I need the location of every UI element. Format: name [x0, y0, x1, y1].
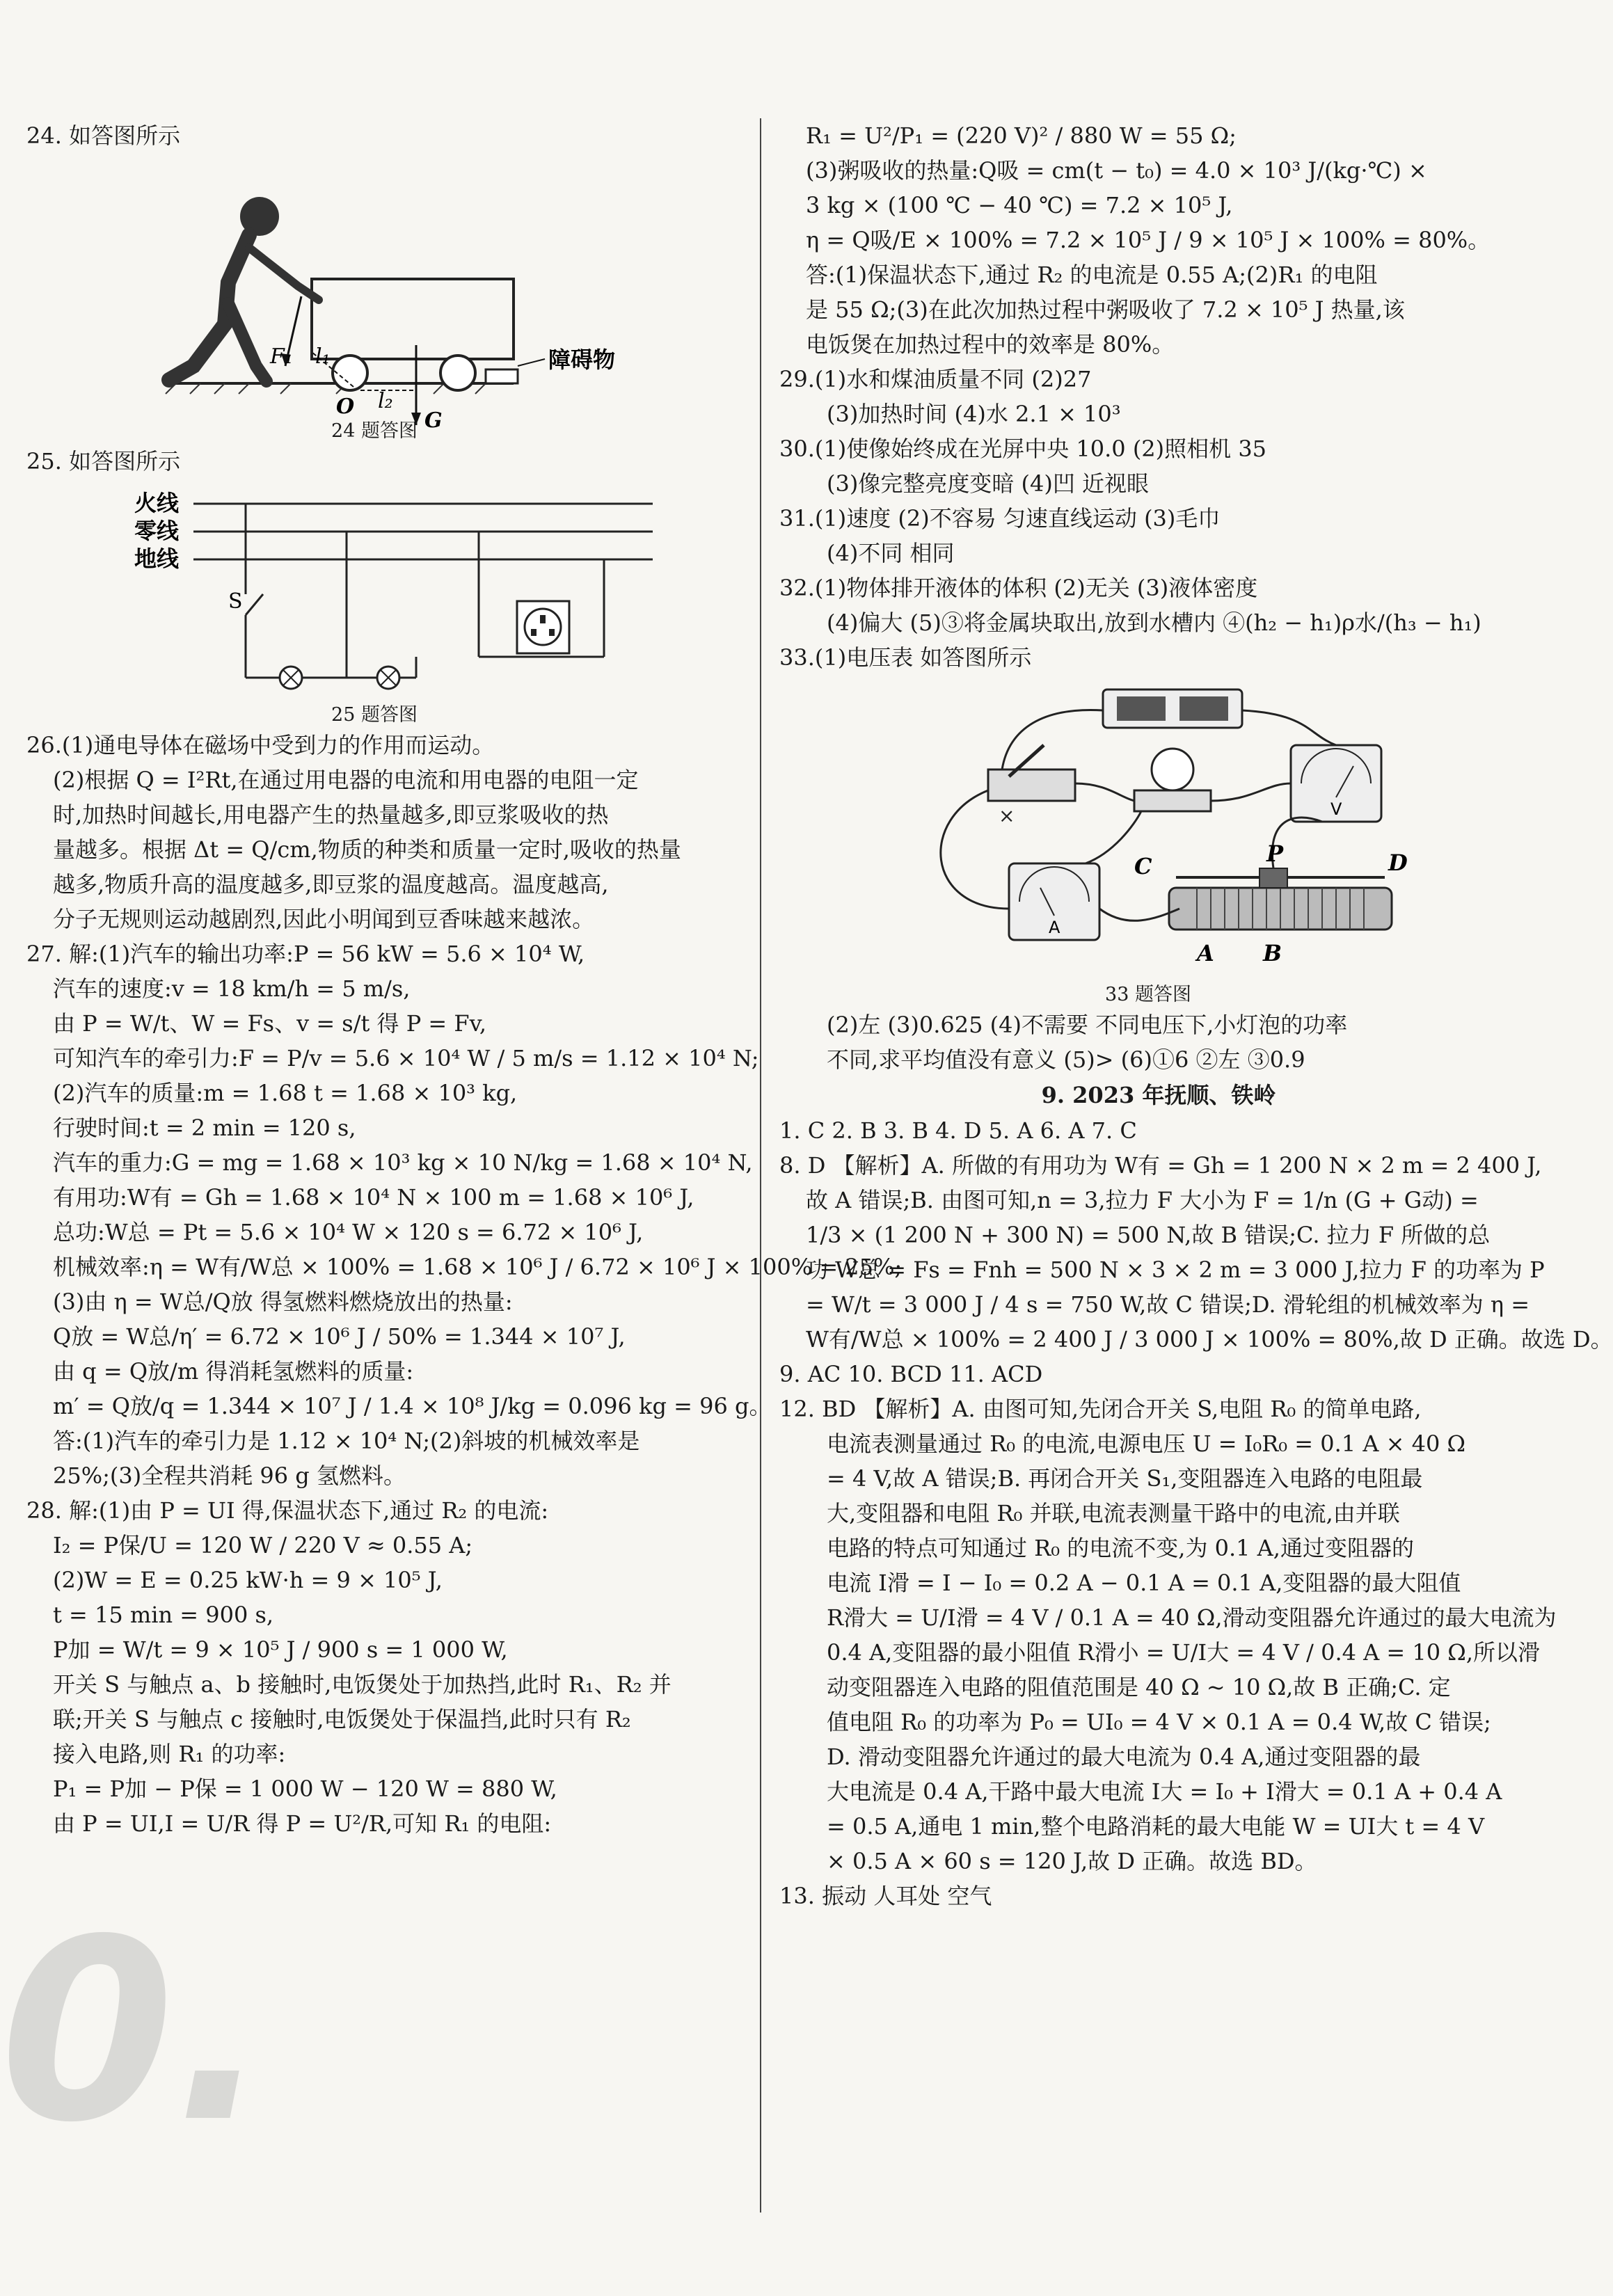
answer-12-l4: 大,变阻器和电阻 R₀ 并联,电流表测量干路中的电流,由并联	[827, 1500, 1400, 1526]
label-p: P	[1266, 840, 1284, 867]
answer-12-l6: 电流 I滑 = I − I₀ = 0.2 A − 0.1 A = 0.1 A,变阻器的最大阻值	[827, 1570, 1461, 1596]
answer-26-l2: (2)根据 Q = I²Rt,在通过用电器的电流和用电器的电阻一定	[53, 767, 639, 793]
answer-28-l7: 联;开关 S 与触点 c 接触时,电饭煲处于保温挡,此时只有 R₂	[53, 1706, 631, 1732]
answer-12-l3: = 4 V,故 A 错误;B. 再闭合开关 S₁,变阻器连入电路的电阻最	[827, 1465, 1423, 1492]
figure-25-caption: 25 题答图	[331, 704, 418, 726]
answer-27-l1: 27. 解:(1)汽车的输出功率:P = 56 kW = 5.6 × 10⁴ W,	[26, 941, 585, 967]
answer-12-l2: 电流表测量通过 R₀ 的电流,电源电压 U = I₀R₀ = 0.1 A × 40 Ω	[827, 1430, 1466, 1457]
answer-27-l10: 机械效率:η = W有/W总 × 100% = 1.68 × 10⁶ J / 6.72 × 10⁶ J × 100% = 25%;	[53, 1254, 903, 1280]
label-l2: l₂	[378, 389, 393, 413]
label-o: O	[336, 394, 355, 419]
answers-1-7: 1. C 2. B 3. B 4. D 5. A 6. A 7. C	[779, 1117, 1137, 1144]
answer-28-r5: 答:(1)保温状态下,通过 R₂ 的电流是 0.55 A;(2)R₁ 的电阻	[806, 262, 1378, 288]
figure-25-drawing	[26, 483, 722, 699]
answer-26-l5: 越多,物质升高的温度越多,即豆浆的温度越高。温度越高,	[53, 871, 609, 898]
answer-27-l8: 有用功:W有 = Gh = 1.68 × 10⁴ N × 100 m = 1.68 × 10⁶ J,	[53, 1184, 694, 1211]
label-l1: l₁	[315, 344, 331, 369]
answer-28-l10: 由 P = UI,I = U/R 得 P = U²/R,可知 R₁ 的电阻:	[53, 1810, 552, 1837]
answer-27-l11: (3)由 η = W总/Q放 得氢燃料燃烧放出的热量:	[53, 1289, 513, 1315]
answer-28-l9: P₁ = P加 − P保 = 1 000 W − 120 W = 880 W,	[53, 1776, 557, 1802]
answer-27-l16: 25%;(3)全程共消耗 96 g 氢燃料。	[53, 1462, 406, 1489]
answer-26-l1: 26.(1)通电导体在磁场中受到力的作用而运动。	[26, 732, 495, 758]
answer-28-l5: P加 = W/t = 9 × 10⁵ J / 900 s = 1 000 W,	[53, 1636, 508, 1663]
answer-8-l4: 功 W总 = Fs = Fnh = 500 N × 3 × 2 m = 3 000 J,拉力 F 的功率为 P	[806, 1257, 1545, 1283]
figure-24-caption: 24 题答图	[331, 420, 418, 442]
answer-30-l1: 30.(1)使像始终成在光屏中央 10.0 (2)照相机 35	[779, 436, 1267, 462]
answer-12-l5: 电路的特点可知通过 R₀ 的电流不变,为 0.1 A,通过变阻器的	[827, 1535, 1414, 1561]
answer-27-l2: 汽车的速度:v = 18 km/h = 5 m/s,	[53, 975, 411, 1002]
label-a: A	[1197, 940, 1214, 966]
answer-12-l14: × 0.5 A × 60 s = 120 J,故 D 正确。故选 BD。	[827, 1848, 1317, 1874]
answer-12-l9: 动变阻器连入电路的阻值范围是 40 Ω ~ 10 Ω,故 B 正确;C. 定	[827, 1674, 1451, 1700]
figure-33-drawing	[779, 679, 1517, 978]
answer-12-l12: 大电流是 0.4 A,干路中最大电流 I大 = I₀ + I滑大 = 0.1 A + 0.4 A	[827, 1778, 1502, 1805]
figure-25	[26, 483, 722, 699]
answer-28-l1: 28. 解:(1)由 P = UI 得,保温状态下,通过 R₂ 的电流:	[26, 1497, 549, 1524]
answer-32-l1: 32.(1)物体排开液体的体积 (2)无关 (3)液体密度	[779, 575, 1258, 601]
label-switch: S	[228, 589, 243, 614]
answer-29-l1: 29.(1)水和煤油质量不同 (2)27	[779, 366, 1092, 392]
answer-29-l2: (3)加热时间 (4)水 2.1 × 10³	[827, 401, 1121, 427]
label-ammeter: A	[1049, 918, 1060, 937]
answer-28-l4: t = 15 min = 900 s,	[53, 1602, 274, 1628]
right-column	[779, 118, 1613, 1913]
section-title: 9. 2023 年抚顺、铁岭	[1041, 1082, 1276, 1108]
answer-28-r4: η = Q吸/E × 100% = 7.2 × 10⁵ J / 9 × 10⁵ J × 100% = 80%。	[806, 227, 1491, 253]
answer-12-l10: 值电阻 R₀ 的功率为 P₀ = UI₀ = 4 V × 0.1 A = 0.4 W,故 C 错误;	[827, 1709, 1491, 1735]
label-live-wire: 火线	[134, 490, 180, 516]
label-b: B	[1263, 940, 1282, 966]
answer-33-l2: (2)左 (3)0.625 (4)不需要 不同电压下,小灯泡的功率	[827, 1012, 1348, 1038]
answer-28-r1: R₁ = U²/P₁ = (220 V)² / 880 W = 55 Ω;	[806, 122, 1237, 149]
label-g: G	[424, 408, 443, 433]
answer-26-l6: 分子无规则运动越剧烈,因此小明闻到豆香味越来越浓。	[53, 906, 595, 932]
figure-33-caption: 33 题答图	[1105, 984, 1191, 1005]
answer-28-l6: 开关 S 与触点 a、b 接触时,电饭煲处于加热挡,此时 R₁、R₂ 并	[53, 1671, 672, 1698]
watermark: 0.	[0, 1886, 270, 2177]
answer-27-l4: 可知汽车的牵引力:F = P/v = 5.6 × 10⁴ W / 5 m/s = 1.12 × 10⁴ N;	[53, 1045, 759, 1071]
label-c: C	[1134, 853, 1152, 879]
answer-12-l1: 12. BD 【解析】A. 由图可知,先闭合开关 S,电阻 R₀ 的简单电路,	[779, 1396, 1422, 1422]
answer-31-l1: 31.(1)速度 (2)不容易 匀速直线运动 (3)毛巾	[779, 505, 1221, 532]
answer-28-l2: I₂ = P保/U = 120 W / 220 V ≈ 0.55 A;	[53, 1532, 473, 1558]
answer-27-l13: 由 q = Q放/m 得消耗氢燃料的质量:	[53, 1358, 414, 1385]
answer-12-l13: = 0.5 A,通电 1 min,整个电路消耗的最大电能 W = UI大 t = 4 V	[827, 1813, 1485, 1840]
label-f1: F₁	[270, 344, 293, 369]
answer-31-l2: (4)不同 相同	[827, 540, 955, 566]
answer-30-l2: (3)像完整亮度变暗 (4)凹 近视眼	[827, 470, 1150, 497]
answer-32-l2: (4)偏大 (5)③将金属块取出,放到水槽内 ④(h₂ − h₁)ρ水/(h₃ − h₁)	[827, 609, 1481, 636]
answer-27-l3: 由 P = W/t、W = Fs、v = s/t 得 P = Fv,	[53, 1010, 487, 1037]
answer-27-l7: 汽车的重力:G = mg = 1.68 × 10³ kg × 10 N/kg = 1.68 × 10⁴ N,	[53, 1149, 753, 1176]
answer-27-l15: 答:(1)汽车的牵引力是 1.12 × 10⁴ N;(2)斜坡的机械效率是	[53, 1428, 640, 1454]
answer-27-l6: 行驶时间:t = 2 min = 120 s,	[53, 1115, 356, 1141]
answer-8-l6: W有/W总 × 100% = 2 400 J / 3 000 J × 100% = 80%,故 D 正确。故选 D。	[806, 1326, 1613, 1353]
answer-28-r6: 是 55 Ω;(3)在此次加热过程中粥吸收了 7.2 × 10⁵ J 热量,该	[806, 296, 1405, 323]
q24-heading: 24. 如答图所示	[26, 122, 181, 149]
answer-27-l12: Q放 = W总/η′ = 6.72 × 10⁶ J / 50% = 1.344 × 10⁷ J,	[53, 1323, 626, 1350]
figure-33	[779, 679, 1517, 978]
answer-12-l11: D. 滑动变阻器允许通过的最大电流为 0.4 A,通过变阻器的最	[827, 1744, 1421, 1770]
answer-28-l3: (2)W = E = 0.25 kW·h = 9 × 10⁵ J,	[53, 1567, 443, 1593]
answer-12-l8: 0.4 A,变阻器的最小阻值 R滑小 = U/I大 = 4 V / 0.4 A = 10 Ω,所以滑	[827, 1639, 1541, 1666]
label-d: D	[1388, 850, 1408, 876]
answer-8-l5: = W/t = 3 000 J / 4 s = 750 W,故 C 错误;D. 滑轮组的机械效率为 η =	[806, 1291, 1530, 1318]
answer-33-l1: 33.(1)电压表 如答图所示	[779, 644, 1032, 671]
label-voltmeter: V	[1330, 799, 1342, 819]
answer-26-l4: 量越多。根据 Δt = Q/cm,物质的种类和质量一定时,吸收的热量	[53, 836, 681, 863]
label-neutral-wire: 零线	[134, 518, 180, 544]
answers-9-11: 9. AC 10. BCD 11. ACD	[779, 1361, 1043, 1387]
answer-27-l14: m′ = Q放/q = 1.344 × 10⁷ J / 1.4 × 10⁸ J/kg = 0.096 kg = 96 g。	[53, 1393, 772, 1419]
answer-12-l7: R滑大 = U/I滑 = 4 V / 0.1 A = 40 Ω,滑动变阻器允许通过的最大电流为	[827, 1604, 1557, 1631]
answer-28-r7: 电饭煲在加热过程中的效率是 80%。	[806, 331, 1175, 358]
q25-heading: 25. 如答图所示	[26, 448, 181, 475]
answer-26-l3: 时,加热时间越长,用电器产生的热量越多,即豆浆吸收的热	[53, 802, 609, 828]
answer-27-l5: (2)汽车的质量:m = 1.68 t = 1.68 × 10³ kg,	[53, 1080, 518, 1106]
label-obstacle: 障碍物	[548, 346, 616, 373]
answer-28-l8: 接入电路,则 R₁ 的功率:	[53, 1741, 286, 1767]
svg-text:×: ×	[999, 804, 1015, 827]
answer-33-l3: 不同,求平均值没有意义 (5)> (6)①6 ②左 ③0.9	[827, 1046, 1305, 1073]
label-ground-wire: 地线	[134, 545, 180, 572]
answer-8-l3: 1/3 × (1 200 N + 300 N) = 500 N,故 B 错误;C. 拉力 F 所做的总	[806, 1222, 1491, 1248]
answer-27-l9: 总功:W总 = Pt = 5.6 × 10⁴ W × 120 s = 6.72 × 10⁶ J,	[53, 1219, 644, 1245]
answer-8-l1: 8. D 【解析】A. 所做的有用功为 W有 = Gh = 1 200 N × 2 m = 2 400 J,	[779, 1152, 1542, 1179]
answer-8-l2: 故 A 错误;B. 由图可知,n = 3,拉力 F 大小为 F = 1/n (G + G动) =	[806, 1187, 1479, 1213]
answer-28-r2: (3)粥吸收的热量:Q吸 = cm(t − t₀) = 4.0 × 10³ J/(kg·℃) ×	[806, 157, 1427, 184]
answer-28-r3: 3 kg × (100 ℃ − 40 ℃) = 7.2 × 10⁵ J,	[806, 192, 1233, 218]
answer-13: 13. 振动 人耳处 空气	[779, 1883, 992, 1909]
